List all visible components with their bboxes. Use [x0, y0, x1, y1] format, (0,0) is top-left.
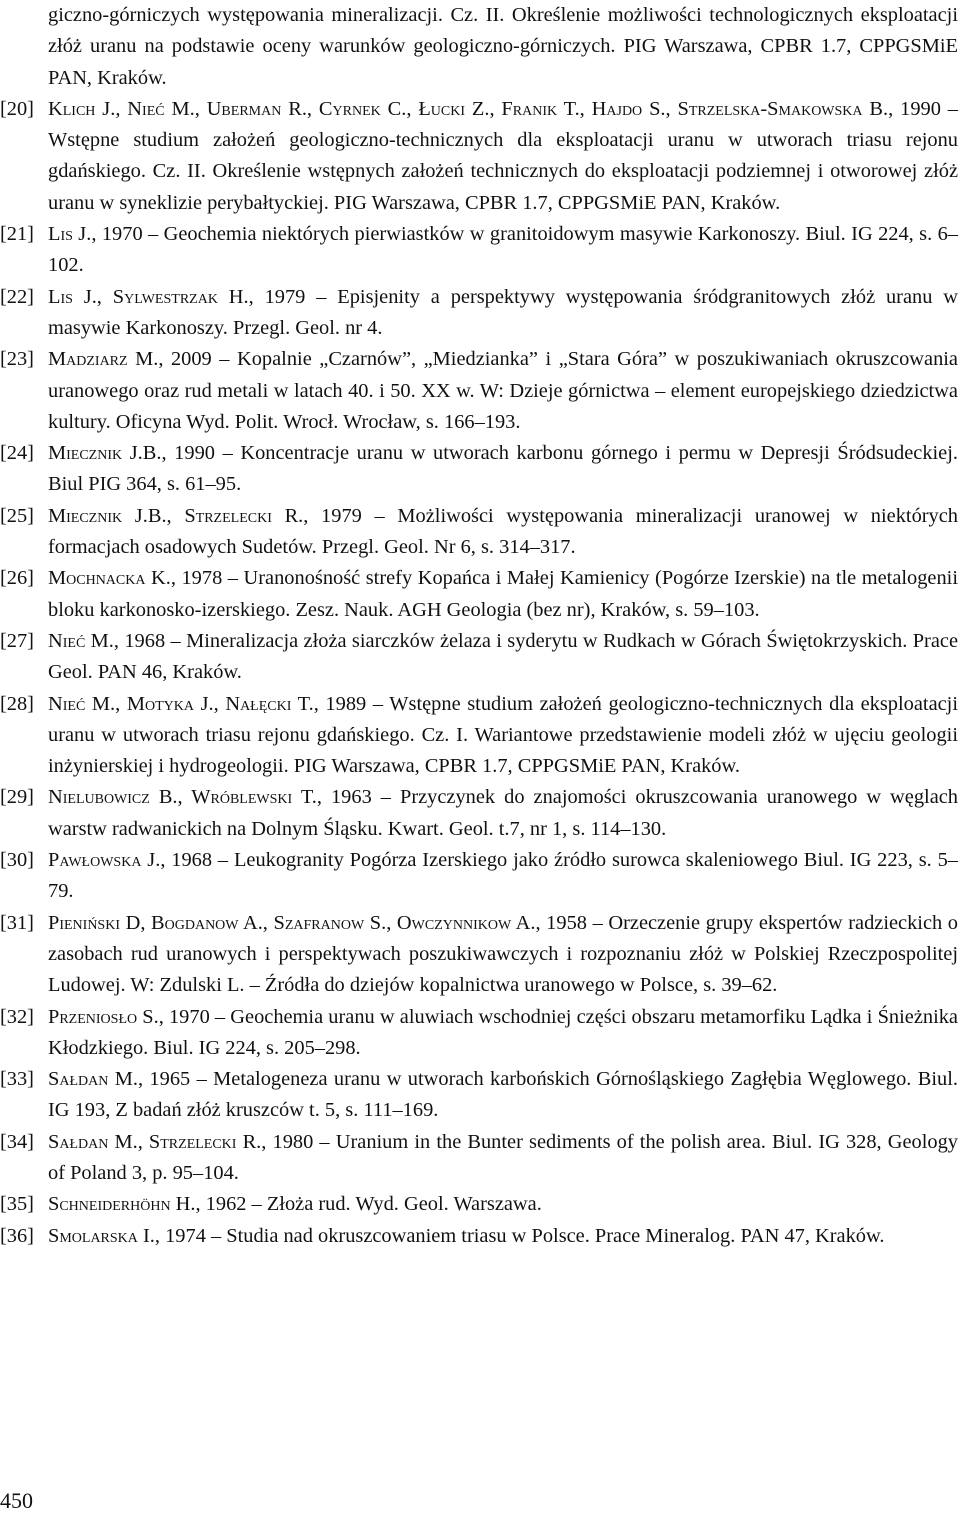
reference-entry [0, 1221, 958, 1252]
reference-text: , 1989 – Wstępne studium założeń geologiczno-technicznych dla eksploatacji uranu w utworach triasu rejonu gdańskiego. Cz. I. Wariantowe przedstawienie modeli złóż w ujęciu geologii inżynierskiej i hydrogeologii. PIG Warszawa, CPBR 1.7, CPPGSMiE PAN, Kraków. [48, 692, 958, 778]
reference-entry [0, 1127, 958, 1190]
reference-text: , 1979 – Możliwości występowania mineralizacji uranowej w niektórych formacjach osadowych Sudetów. Przegl. Geol. Nr 6, s. 314–317. [48, 504, 959, 559]
reference-text: , 1970 – Geochemia niektórych pierwiastków w granitoidowym masywie Karkonoszy. Biul. IG 224, s. 6–102. [48, 223, 958, 277]
reference-text: , 1958 – Orzeczenie grupy ekspertów radzieckich o zasobach rud uranowych i perspektywach poszukiwawczych i rozpoznaniu złóż w Polskiej Rzeczpospolitej Ludowej. W: Zdulski L. – Źródła do dziejów kopalnictwa uranowego w Polsce, s. 39–62. [48, 911, 958, 997]
reference-number: [24] [0, 442, 34, 465]
reference-text: , 1968 – Leukogranity Pogórza Izerskiego jako źródło surowca skaleniowego Biul. IG 223, s. 5–79. [48, 849, 958, 903]
reference-number: [28] [0, 692, 34, 715]
reference-authors: Lis J., Sylwestrzak H. [48, 285, 249, 308]
reference-text: , 1980 – Uranium in the Bunter sediments of the polish area. Biul. IG 328, Geology of Poland 3, p. 95–104. [48, 1130, 959, 1184]
reference-text: , 1965 – Metalogeneza uranu w utworach karbońskich Górnośląskiego Zagłębia Węglowego. Biul. IG 193, Z badań złóż kruszców t. 5, s. 111–169. [48, 1068, 958, 1122]
reference-authors: Miecznik J.B., Strzelecki R. [48, 504, 304, 527]
reference-entry [0, 282, 958, 345]
reference-text: , 1979 – Episjenity a perspektywy występowania śródgranitowych złóż uranu w masywie Karkonoszy. Przegl. Geol. nr 4. [48, 285, 958, 339]
reference-text: , 1990 – Koncentracje uranu w utworach karbonu górnego i permu w Depresji Śródsudeckiej. Biul PIG 364, s. 61–95. [48, 442, 958, 496]
reference-authors: Sałdan M., Strzelecki R. [48, 1130, 262, 1153]
reference-authors: Pieniński D, Bogdanow A., Szafranow S., Owczynnikow A. [48, 911, 536, 934]
reference-authors: Madziarz M. [48, 348, 159, 371]
reference-entry [0, 689, 958, 783]
reference-authors: Sałdan M. [48, 1068, 138, 1091]
reference-entry [0, 908, 958, 1002]
reference-number: [23] [0, 348, 34, 371]
reference-text: giczno-górniczych występowania mineralizacji. Cz. II. Określenie możliwości technologicznych eksploatacji złóż uranu na podstawie oceny warunków geologiczno-górniczych. PIG Warszawa, CPBR 1.7, CPPGSMiE PAN, Kraków. [48, 4, 958, 89]
reference-entry [0, 845, 958, 908]
reference-text: , 1968 – Mineralizacja złoża siarczków żelaza i syderytu w Rudkach w Górach Świętokrzyskich. Prace Geol. PAN 46, Kraków. [48, 629, 958, 684]
reference-entry [0, 1002, 958, 1065]
reference-entry [0, 626, 958, 689]
reference-number: [34] [0, 1130, 34, 1153]
reference-authors: Klich J., Nieć M., Uberman R., Cyrnek C., Łucki Z., Franik T., Hajdo S., Strzelska-Smakowska B. [48, 97, 889, 120]
reference-authors: Mochnacka K. [48, 567, 171, 590]
reference-number: [29] [0, 786, 34, 809]
reference-entry [0, 344, 958, 438]
reference-entry [0, 94, 958, 219]
reference-number: [35] [0, 1193, 34, 1216]
reference-number: [20] [0, 97, 34, 120]
reference-continuation [0, 0, 958, 94]
reference-number: [27] [0, 629, 34, 652]
reference-number: [33] [0, 1068, 34, 1091]
reference-entry [0, 501, 958, 564]
reference-authors: Przeniosło S. [48, 1005, 159, 1028]
reference-text: , 1990 – Wstępne studium założeń geologiczno-technicznych dla eksploatacji uranu w utworach triasu rejonu gdańskiego. Cz. II. Określenie wstępnych założeń technicznych do eksploatacji podziemnej i otworowej złóż uranu w syneklizie perybałtyckiej. PIG Warszawa, CPBR 1.7, CPPGSMiE PAN, Kraków. [48, 97, 958, 214]
reference-authors: Smolarska I. [48, 1224, 155, 1247]
reference-number: [21] [0, 223, 34, 246]
reference-authors: Pawłowska J. [48, 849, 161, 872]
reference-text: , 1978 – Uranonośność strefy Kopańca i Małej Kamienicy (Pogórze Izerskie) na tle metalogenii bloku karkonosko-izerskiego. Zesz. Nauk. AGH Geologia (bez nr), Kraków, s. 59–103. [48, 567, 959, 621]
reference-entry [0, 563, 958, 626]
reference-entry [0, 782, 958, 845]
reference-text: , 1962 – Złoża rud. Wyd. Geol. Warszawa. [195, 1193, 542, 1216]
reference-authors: Nielubowicz B., Wróblewski T. [48, 786, 317, 809]
reference-text: , 1974 – Studia nad okruszcowaniem triasu w Polsce. Prace Mineralog. PAN 47, Kraków. [154, 1224, 885, 1247]
reference-number: [32] [0, 1005, 34, 1028]
reference-entry [0, 1189, 958, 1220]
reference-text: , 1970 – Geochemia uranu w aluwiach wschodniej części obszaru metamorfiku Lądka i Śnieżnika Kłodzkiego. Biul. IG 224, s. 205–298. [48, 1005, 958, 1059]
reference-authors: Nieć M. [48, 629, 114, 652]
reference-entry [0, 219, 958, 282]
reference-authors: Nieć M., Motyka J., Nałęcki T. [48, 692, 314, 715]
reference-number: [22] [0, 285, 34, 308]
reference-authors: Schneiderhöhn H. [48, 1193, 196, 1216]
reference-number: [26] [0, 567, 34, 590]
reference-authors: Lis J. [48, 223, 92, 246]
reference-number: [31] [0, 911, 34, 934]
reference-entry [0, 1064, 958, 1127]
reference-entry [0, 438, 958, 501]
reference-authors: Miecznik J.B. [48, 442, 162, 465]
page-number: 450 [0, 1488, 33, 1513]
reference-text: , 1963 – Przyczynek do znajomości okruszcowania uranowego w węglach warstw radwanickich na Dolnym Śląsku. Kwart. Geol. t.7, nr 1, s. 114–130. [48, 786, 958, 840]
reference-number: [36] [0, 1224, 34, 1247]
reference-number: [25] [0, 504, 34, 527]
reference-number: [30] [0, 849, 34, 872]
reference-text: , 2009 – Kopalnie „Czarnów”, „Miedzianka” i „Stara Góra” w poszukiwaniach okruszcowania uranowego oraz rud metali w latach 40. i 50. XX w. W: Dzieje górnictwa – element europejskiego dziedzictwa kultury. Oficyna Wyd. Polit. Wrocł. Wrocław, s. 166–193. [48, 348, 958, 433]
